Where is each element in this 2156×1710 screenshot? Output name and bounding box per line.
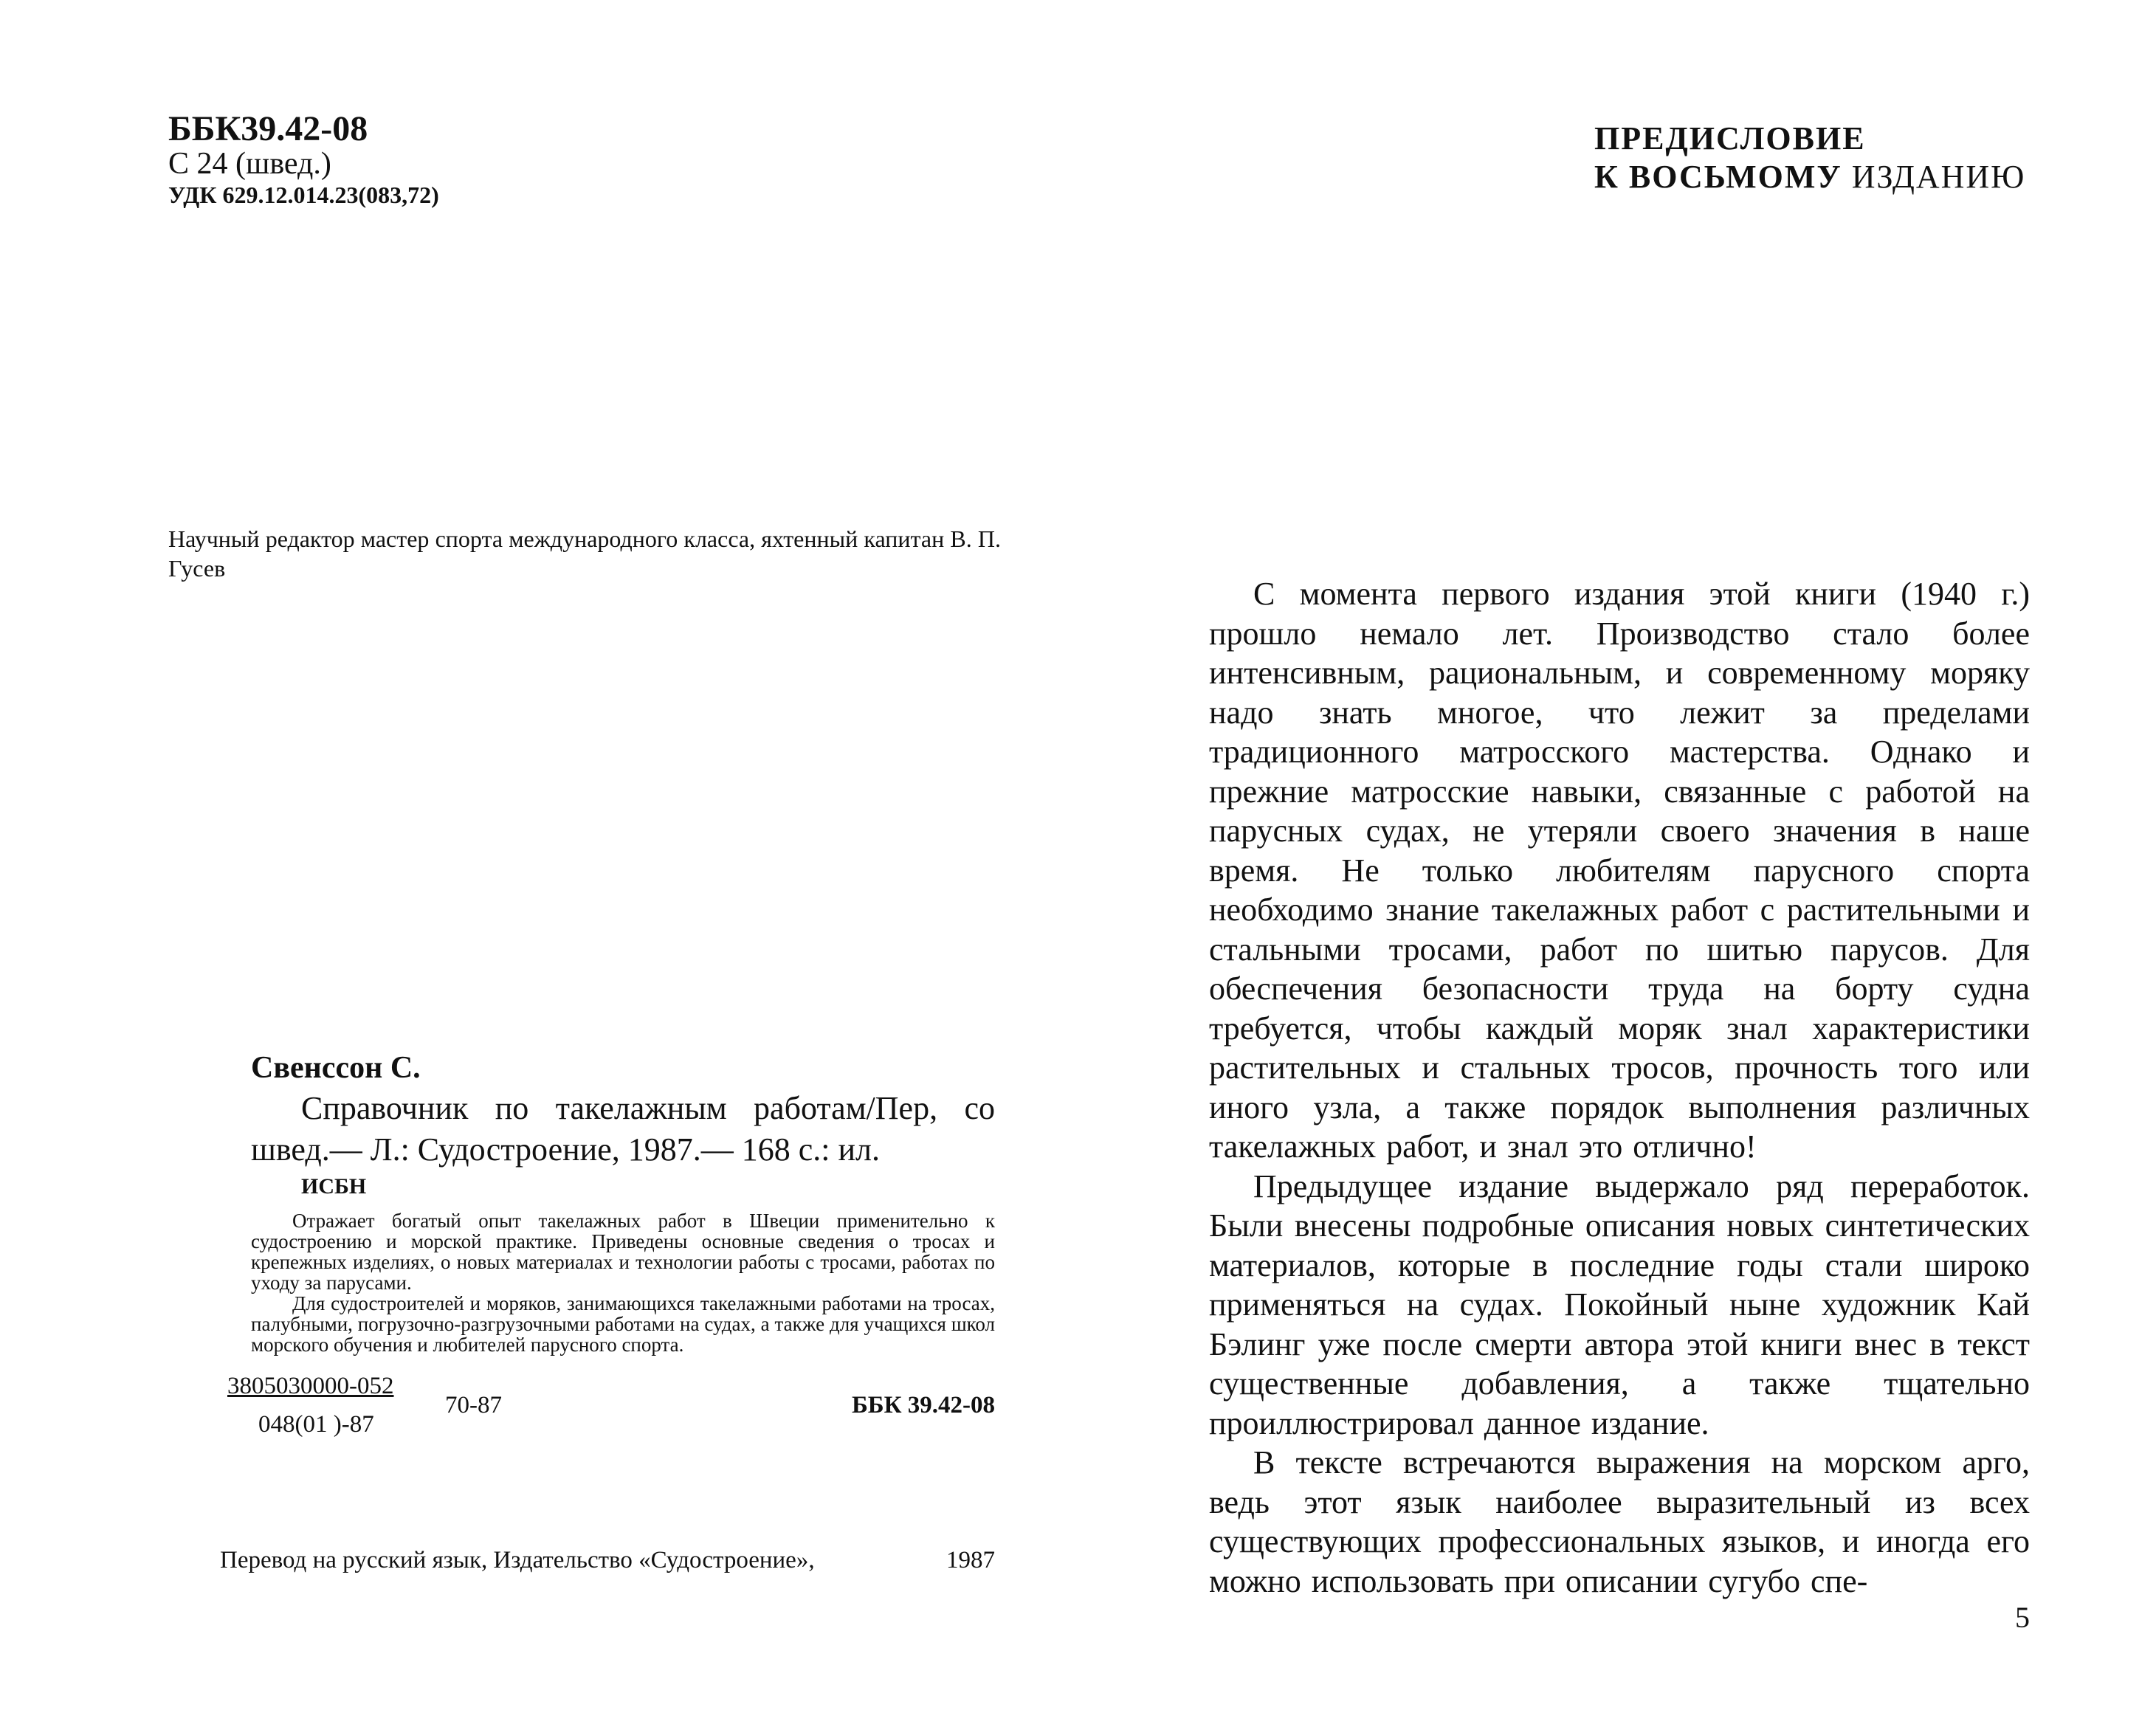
code-bbk: ББК 39.42-08 (851, 1392, 995, 1418)
udk-code: УДК 629.12.014.23(083,72) (168, 182, 439, 208)
book-reference: Справочник по такелажным работам/Пер, со швед.— Л.: Судостроение, 1987.— 168 с.: ил. (251, 1090, 995, 1168)
annotation-paragraph: Для судостроителей и моряков, занимающихся такелажными работами на тросах, палубными, погрузочно-разгрузочными работами на судах, а также для учащихся школ морского обучения и любителей парусного спорта. (251, 1292, 995, 1356)
annotation-paragraph: Отражает богатый опыт такелажных работ в Швеции применительно к судостроению и морской практике. Приведены основные сведения о тросах и крепежных изделиях, о новых материалах и технологии работы с тросами, работах по уходу за парусами. (251, 1210, 995, 1294)
heading-normal-part: ИЗДАНИЮ (1851, 159, 2026, 195)
author-name: Свенссон С. (251, 1051, 421, 1085)
annotation (251, 1210, 995, 1355)
code-numerator: 3805030000-052 (227, 1373, 394, 1399)
catalog-codes (227, 1373, 995, 1454)
body-paragraph: Предыдущее издание выдержало ряд переработок. Были внесены подробные описания новых синтетических материалов, которые в последние годы стали широко применяться на судах. Покойный ныне художник Кай Бэлинг уже после смерти автора этой книги внес в текст существенные добавления, а также тщательно проиллюстрировал данное издание. (1209, 1168, 2030, 1441)
code-middle: 70-87 (445, 1392, 502, 1418)
code-denominator: 048(01 )-87 (258, 1411, 374, 1438)
translation-year: 1987 (946, 1547, 995, 1573)
scientific-editor: Научный редактор мастер спорта международного класса, яхтенный капитан В. П. Гусев (168, 525, 1001, 582)
bbk-code: ББК39.42-08 (168, 109, 368, 148)
classification-codes (168, 111, 685, 210)
right-page (1078, 0, 2156, 1710)
translation-notice (220, 1547, 995, 1574)
heading-bold-part: К ВОСЬМОМУ (1594, 159, 1842, 195)
heading-line-1: ПРЕДИСЛОВИЕ (1594, 120, 1866, 156)
body-paragraph: В тексте встречаются выражения на морском арго, ведь этот язык наиболее выразительный из всех существующих профессиональных языков, и иногда его можно использовать при описании сугубо спе- (1209, 1444, 2030, 1599)
bibliographic-record (251, 1048, 995, 1355)
author-mark-code: С 24 (швед.) (168, 147, 331, 181)
body-paragraph: С момента первого издания этой книги (1940 г.) прошло немало лет. Производство стало более интенсивным, рациональным, и современному моряку надо знать многое, что лежит за пределами традиционного матросского мастерства. Однако и прежние матросские навыки, связанные с работой на парусных судах, не утеряли своего значения в наше время. Не только любителям парусного спорта необходимо знание такелажных работ с растительными и стальными тросами, работ по шитью парусов. Для обеспечения безопасности труда на борту судна требуется, чтобы каждый моряк знал характеристики растительных и стальных тросов, прочность того или иного узла, а также порядок выполнения различных такелажных работ, и знал это отлично! (1209, 576, 2030, 1165)
translation-text: Перевод на русский язык, Издательство «Судостроение», (220, 1547, 815, 1573)
chapter-heading (1594, 120, 2111, 196)
heading-line-2 (1594, 158, 2111, 196)
body-text (1209, 574, 2030, 1601)
page-number: 5 (2015, 1601, 2030, 1634)
isbn-label: ИСБН (301, 1174, 367, 1199)
